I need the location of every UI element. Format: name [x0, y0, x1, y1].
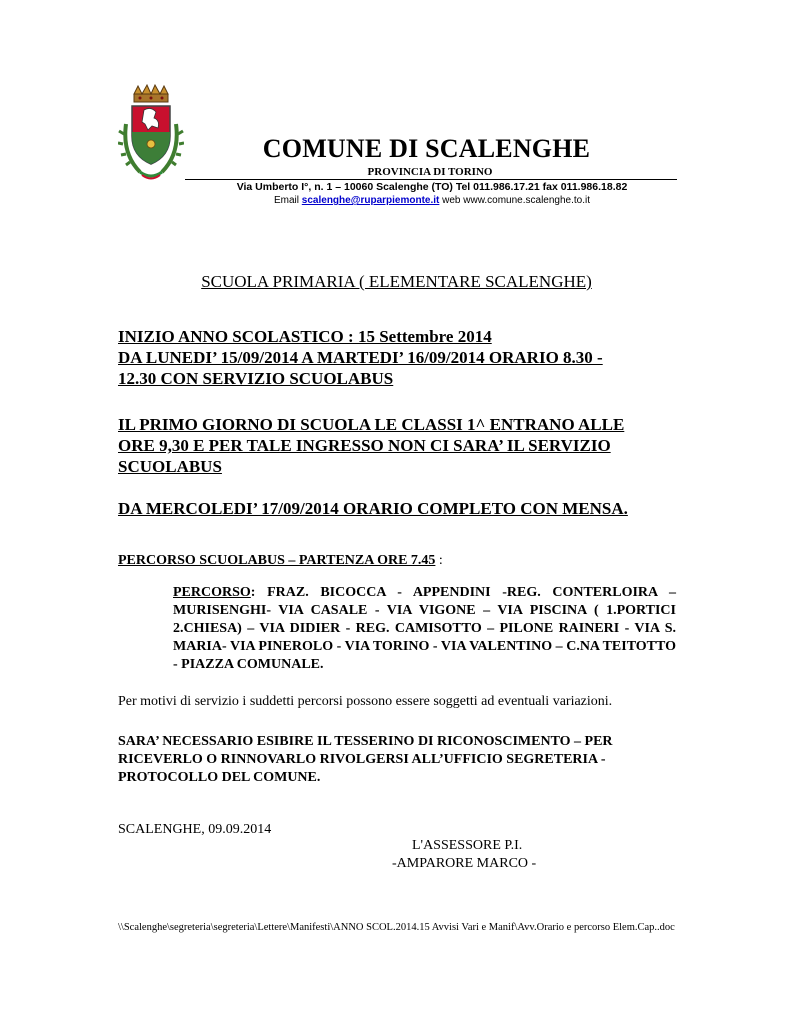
route-description: [173, 584, 676, 674]
school-heading: SCUOLA PRIMARIA ( ELEMENTARE SCALENGHE): [201, 272, 592, 291]
block2-line: SCUOLABUS: [118, 457, 222, 476]
route-title: [118, 553, 443, 569]
route-stops: : FRAZ. BICOCCA - APPENDINI -REG. CONTERLOIRA – MURISENGHI- VIA CASALE - VIA VIGONE – VIA PISCINA ( 1.PORTICI 2.CHIESA) – VIA DIDIER - REG. CAMISOTTO – PILONE RAINERI - VIA S. MARIA- VIA PINEROLO - VIA TORINO - VIA VALENTINO – C.NA TEITOTTO - PIAZZA COMUNALE.: [173, 585, 676, 672]
signature-role: L'ASSESSORE P.I.: [412, 838, 523, 853]
file-path-footer: \\Scalenghe\segreteria\segreteria\Lettere\Manifesti\ANNO SCOL.2014.15 Avvisi Vari e Manif\Avv.Orario e percorso Elem.Cap..doc: [118, 922, 675, 933]
route-label: PERCORSO: [173, 585, 251, 600]
signature-name: -AMPARORE MARCO -: [392, 856, 537, 871]
id-card-warning: [118, 733, 678, 787]
route-title-colon: :: [435, 553, 443, 568]
contact-line: [182, 195, 682, 206]
start-date-block: [118, 326, 678, 389]
block1-line: DA LUNEDI’ 15/09/2014 A MARTEDI’ 16/09/2014 ORARIO 8.30 -: [118, 348, 603, 367]
full-schedule-block: [118, 498, 678, 519]
address-line: Via Umberto I°, n. 1 – 10060 Scalenghe (TO) Tel 011.986.17.21 fax 011.986.18.82: [236, 181, 628, 193]
province-label: PROVINCIA DI TORINO: [367, 166, 493, 178]
block1-line: INIZIO ANNO SCOLASTICO : 15 Settembre 2014: [118, 327, 492, 346]
block3-line: DA MERCOLEDI’ 17/09/2014 ORARIO COMPLETO CON MENSA.: [118, 499, 628, 518]
page-title: COMUNE DI SCALENGHE: [262, 134, 591, 163]
email-label: Email: [274, 195, 300, 206]
first-day-block: [118, 414, 678, 477]
warning-line: PROTOCOLLO DEL COMUNE.: [118, 770, 321, 785]
header-divider: [185, 179, 677, 180]
website-text: web www.comune.scalenghe.to.it: [442, 195, 590, 206]
block2-line: IL PRIMO GIORNO DI SCUOLA LE CLASSI 1^ ENTRANO ALLE: [118, 415, 625, 434]
email-link[interactable]: scalenghe@ruparpiemonte.it: [301, 195, 440, 206]
route-title-text: PERCORSO SCUOLABUS – PARTENZA ORE 7.45: [118, 553, 436, 568]
block1-line: 12.30 CON SERVIZIO SCUOLABUS: [118, 369, 394, 388]
warning-line: RICEVERLO O RINNOVARLO RIVOLGERSI ALL’UFFICIO SEGRETERIA -: [118, 752, 606, 767]
variation-notice: Per motivi di servizio i suddetti percorsi possono essere soggetti ad eventuali variazioni.: [118, 694, 613, 709]
document-date: SCALENGHE, 09.09.2014: [118, 822, 272, 837]
warning-line: SARA’ NECESSARIO ESIBIRE IL TESSERINO DI RICONOSCIMENTO – PER: [118, 734, 613, 749]
block2-line: ORE 9,30 E PER TALE INGRESSO NON CI SARA’ IL SERVIZIO: [118, 436, 611, 455]
